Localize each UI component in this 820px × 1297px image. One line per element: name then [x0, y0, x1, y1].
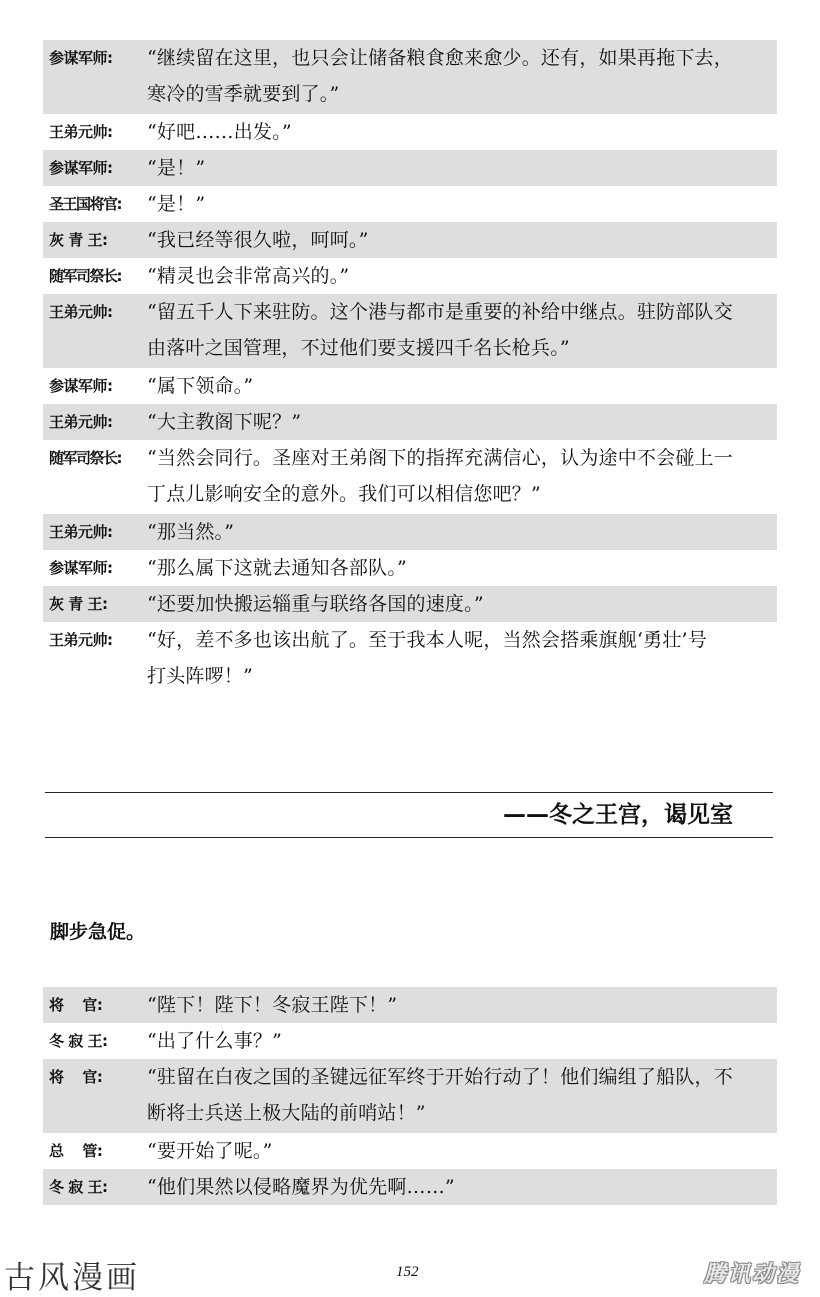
speaker-name: 总 管: [49, 1142, 103, 1160]
speaker-name: 圣王国将官: [49, 195, 121, 213]
dialogue-row [43, 368, 777, 404]
dialogue-text: “当然会同行。圣座对王弟阁下的指挥充满信心，认为途中不会碰上一 丁点儿影响安全的意外。我们可以相信您吧？” [147, 447, 733, 505]
dialogue-text: “驻留在白夜之国的圣键远征军终于开始行动了！他们编组了船队，不 断将士兵送上极大陆的前哨站！” [147, 1066, 733, 1124]
stage-direction: 脚步急促。 [50, 921, 146, 943]
speaker-name: 将 官: [49, 996, 103, 1014]
speaker-name: 参谋军师: [49, 377, 113, 395]
dialogue-text: “还要加快搬运辎重与联络各国的速度。” [147, 593, 484, 615]
dialogue-text: “好吧……出发。” [147, 121, 292, 143]
speaker-name: 参谋军师: [49, 159, 113, 177]
dialogue-row [43, 222, 777, 258]
dialogue-text: “他们果然以侵略魔界为优先啊……” [147, 1176, 455, 1198]
dialogue-text: “要开始了呢。” [147, 1140, 273, 1162]
dialogue-row [43, 1169, 777, 1205]
speaker-name: 参谋军师: [49, 559, 113, 577]
dialogue-row [43, 622, 777, 696]
dialogue-text: “是！” [147, 193, 206, 215]
speaker-name: 王弟元帅: [49, 303, 113, 321]
dialogue-text: “出了什么事？” [147, 1030, 283, 1052]
speaker-name: 将 官: [49, 1068, 103, 1086]
speaker-name: 王弟元帅: [49, 123, 113, 141]
speaker-name: 王弟元帅: [49, 631, 113, 649]
dialogue-row [43, 114, 777, 150]
dialogue-row [43, 440, 777, 514]
dialogue-text: “那么属下这就去通知各部队。” [147, 557, 407, 579]
speaker-name: 灰 青 王: [49, 231, 108, 249]
watermark-logo-left: 古风漫画 [4, 1260, 140, 1296]
section-heading [45, 792, 773, 838]
speaker-name: 随军司祭长: [49, 449, 121, 467]
dialogue-row [43, 258, 777, 294]
speaker-name: 随军司祭长: [49, 267, 121, 285]
dialogue-text: “留五千人下来驻防。这个港与都市是重要的补给中继点。驻防部队交 由落叶之国管理，不过他们要支援四千名长枪兵。” [147, 301, 733, 359]
page-number: 152 [396, 1264, 419, 1280]
dialogue-row [43, 150, 777, 186]
speaker-name: 王弟元帅: [49, 413, 113, 431]
dialogue-row [43, 550, 777, 586]
dialogue-text: “好，差不多也该出航了。至于我本人呢，当然会搭乘旗舰‘勇壮’号 打头阵啰！” [147, 629, 707, 687]
dialogue-text: “继续留在这里，也只会让储备粮食愈来愈少。还有，如果再拖下去， 寒冷的雪季就要到了。” [147, 47, 733, 105]
dialogue-row [43, 987, 777, 1023]
dialogue-row [43, 1023, 777, 1059]
speaker-name: 王弟元帅: [49, 523, 113, 541]
dialogue-text: “大主教阁下呢？” [147, 411, 302, 433]
dialogue-text: “那当然。” [147, 521, 235, 543]
dialogue-text: “我已经等很久啦，呵呵。” [147, 229, 369, 251]
speaker-name: 冬 寂 王: [49, 1178, 108, 1196]
speaker-name: 参谋军师: [49, 49, 113, 67]
dialogue-block-bottom [43, 987, 777, 1205]
dialogue-text: “属下领命。” [147, 375, 254, 397]
dialogue-block-top [43, 40, 777, 696]
dialogue-row [43, 294, 777, 368]
dialogue-row [43, 586, 777, 622]
dialogue-row [43, 404, 777, 440]
dialogue-row [43, 40, 777, 114]
dialogue-row [43, 1059, 777, 1133]
dialogue-row [43, 1133, 777, 1169]
dialogue-row [43, 514, 777, 550]
speaker-name: 灰 青 王: [49, 595, 108, 613]
dialogue-row [43, 186, 777, 222]
dialogue-text: “陛下！陛下！冬寂王陛下！” [147, 994, 398, 1016]
watermark-logo-right: 腾讯动漫 [703, 1262, 800, 1287]
speaker-name: 冬 寂 王: [49, 1032, 108, 1050]
dialogue-text: “精灵也会非常高兴的。” [147, 265, 350, 287]
section-title: ——冬之王宫，谒见室 [503, 802, 733, 828]
dialogue-text: “是！” [147, 157, 206, 179]
